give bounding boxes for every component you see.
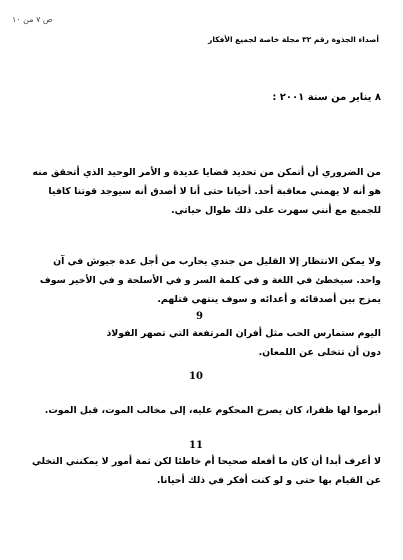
text-line: عن القيام بها حتى و لو كنت أفكر في ذلك أحيانا. [156,475,381,486]
text-line: من الضروري أن أتمكن من تحديد قضايا عديدة و الأمر الوحيد الذي أتحقق منه [32,167,381,178]
paragraph-9 [23,324,381,362]
entry-date: ٨ يناير من سنة ٢٠٠١ : [272,92,381,103]
section-number-11: 11 [189,440,203,451]
paragraph-11 [23,452,381,490]
text-line: ولا يمكن الانتظار إلا القليل من جندي يحارب من أجل عدة جيوش في آن [53,256,381,267]
text-line: واحد. سيخطئ في اللغة و في كلمة السر و في الأسلحة و في الأخير سوف [39,275,381,286]
page-number: ص ٧ من ١٠ [12,15,53,24]
section-number-9: 9 [196,311,203,322]
text-line: للجميع مع أنني سهرت على ذلك طوال حياتي. [171,205,381,216]
text-line: اليوم ستمارس الحب مثل أفران المرتفعة التي تصهر الفولاذ [106,328,381,339]
paragraph-1 [23,163,381,220]
document-header: أصداء الجذوة رقم ٣٢ مجلة خاصة لجميع الأفكار [208,35,379,44]
section-number-10: 10 [189,371,203,382]
text-line: دون أن تتخلى عن اللمعان. [258,347,381,358]
text-line: هو أنه لا يهمني معاقبة أحد. أحيانا حتى أنا لا أصدق أنه سيوجد قوتنا كافيا [48,186,381,197]
text-line: يمزج بين أصدقائه و أعدائه و سوف ينتهي قتلهم. [157,294,381,305]
text-line: أبرموا لها ظفرا، كان يصرخ المحكوم عليه، إلى مخالب الموت، قبل الموت. [44,405,381,416]
paragraph-10 [23,401,381,420]
paragraph-2 [23,252,381,309]
text-line: لا أعرف أبدا أن كان ما أفعله صحيحا أم خاطئا لكن ثمة أمور لا يمكنني التخلي [32,456,381,467]
